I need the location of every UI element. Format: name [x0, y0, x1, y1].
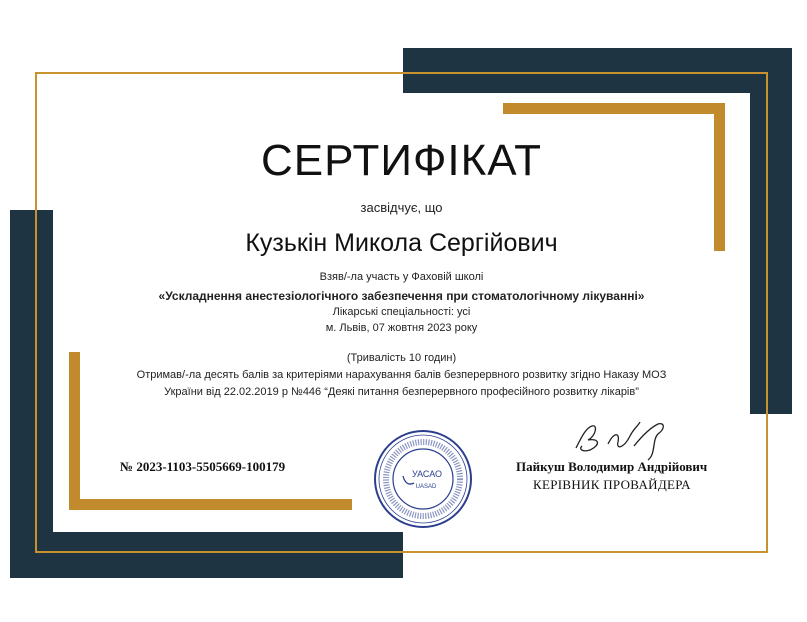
signature-icon	[568, 414, 678, 464]
participation-text: Взяв/-ла участь у Фаховій школі	[319, 271, 484, 283]
duration-text: (Тривалість 10 годин)	[346, 352, 457, 364]
signer-role: КЕРІВНИК ПРОВАЙДЕРА	[533, 477, 691, 492]
certifies-text: засвідчує, що	[360, 200, 443, 215]
specialties-text: Лікарські спеціальності: усі	[332, 306, 471, 318]
gold-corner-bottom-left-bar	[69, 499, 352, 510]
place-date-text: м. Львів, 07 жовтня 2023 року	[325, 322, 478, 334]
stamp-center-text: УАСАО	[411, 469, 443, 479]
points-text-line2: України від 22.02.2019 р №446 “Деякі питання безперервного професійного розвитку лікарів”	[164, 386, 639, 398]
signer-name: Пайкуш Володимир Андрійович	[516, 459, 708, 474]
stamp-center-small: UASAD	[415, 484, 437, 490]
recipient-name: Кузькін Микола Сергійович	[245, 229, 558, 257]
certificate-number: № 2023-1103-5505669-100179	[120, 459, 286, 474]
course-title: «Ускладнення анестезіологічного забезпечення при стоматологічному лікуванні»	[158, 289, 645, 303]
certificate-title: СЕРТИФІКАТ	[260, 136, 543, 185]
official-stamp-icon	[373, 429, 473, 529]
gold-corner-top-right-bar	[503, 103, 725, 114]
points-text-line1: Отримав/-ла десять балів за критеріями нарахування балів безперервного розвитку згідно Наказу МОЗ	[136, 369, 667, 381]
